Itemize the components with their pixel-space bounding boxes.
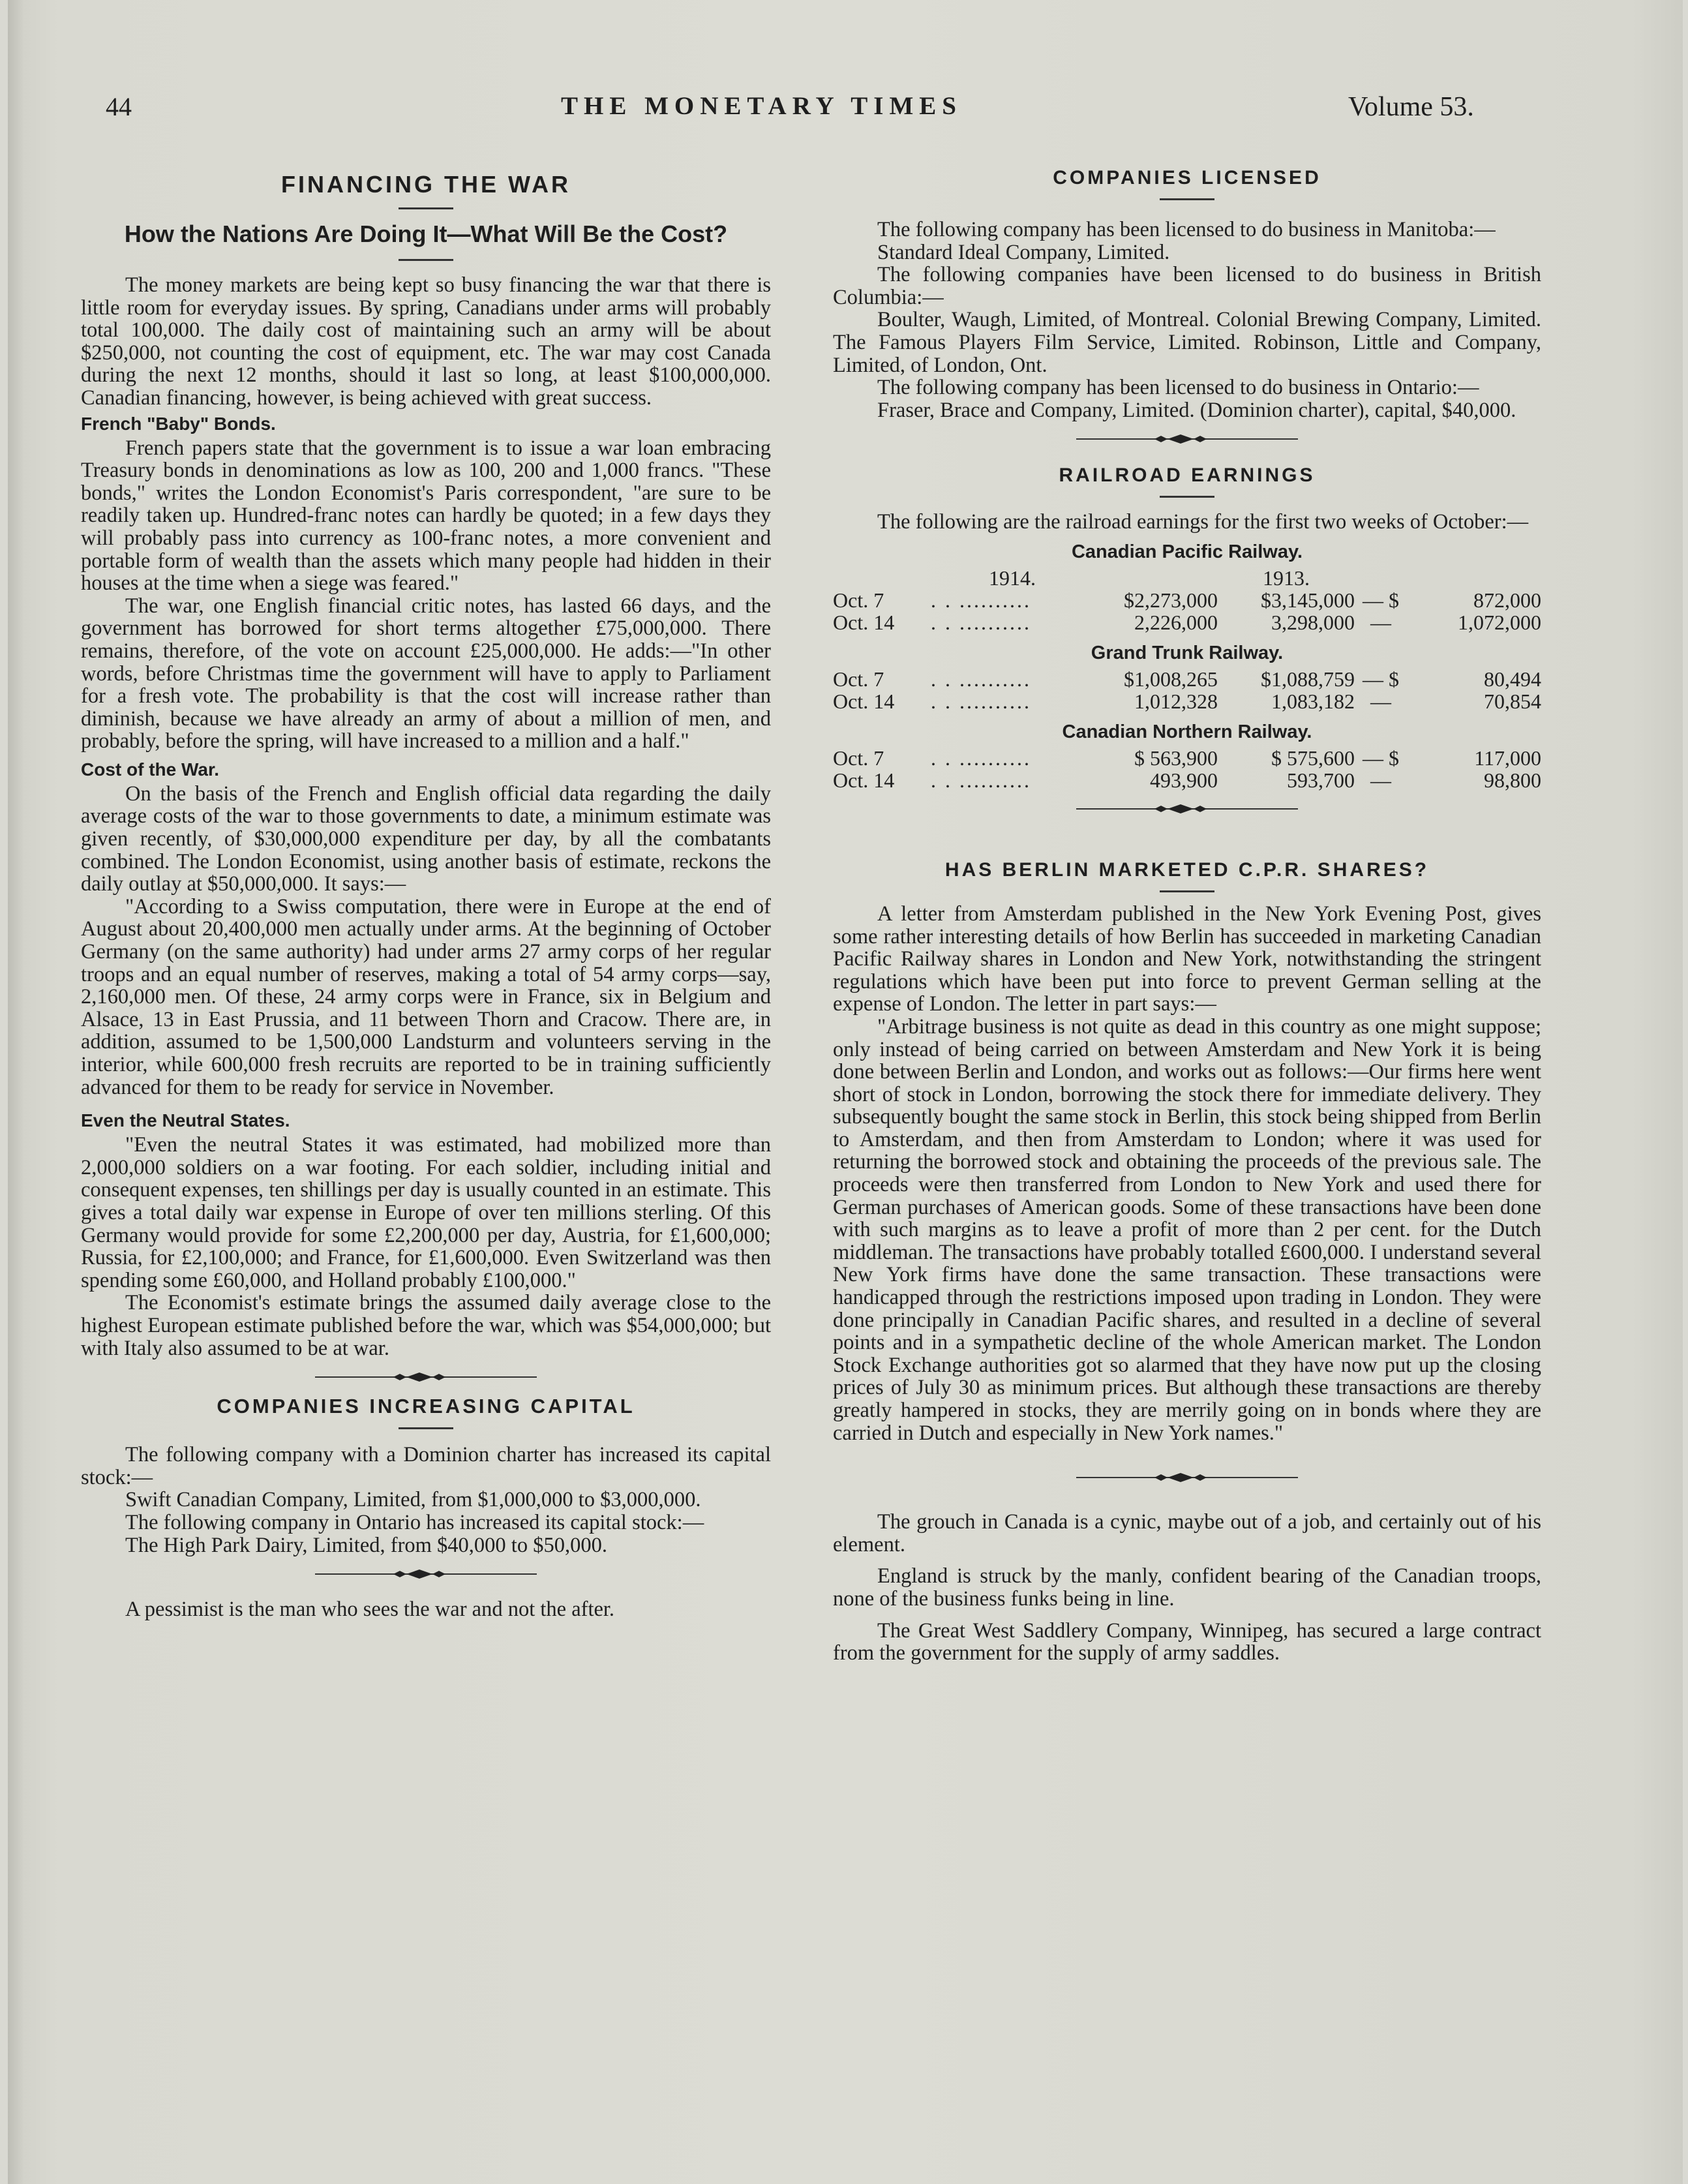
paragraph: "Arbitrage business is not quite as dead in this country as one might suppose; only instead of being carried on between Amsterdam and New York it is being done between Berlin and London, and works out as follows:—Our firms here went short of stock in London, borrowing the stock there for immediate delivery. They subsequently bought the same stock in Berlin, this stock being shipped from Berlin to Amsterdam, and then from Amsterdam to London; where it was used for returning the borrowed stock and obtaining the proceeds of the previous sale. The proceeds were then transferred from London to New York and used there for German purchases of American goods. Some of these transactions have been done with such margins as to leave a profit of more than 2 per cent. for the Dutch middleman. The transactions have probably totalled £600,000. I understand several New York firms have done the same transaction. These transactions were handicapped through the restrictions imposed upon trading in London. They were done principally in Canadian Pacific shares, and resulted in a decline of several points and in a sympathetic decline of the whole American market. The London Stock Exchange authorities got so alarmed that they have now put up the closing prices of July 30 as minimum prices. But although these transactions are thereby greatly hampered in stocks, they are merrily going on in bonds where they are carried in Dutch and especially in New York names." [833, 1014, 1541, 1445]
change-value: 80,494 [1484, 667, 1541, 691]
paragraph: The following company in Ontario has increased its capital stock:— [125, 1510, 704, 1534]
change-sign: — $ [1363, 588, 1399, 612]
year-1913: 1913. [1263, 566, 1310, 590]
paragraph: Standard Ideal Company, Limited. [877, 240, 1170, 264]
divider [1160, 198, 1214, 200]
year-1914: 1914. [989, 566, 1036, 590]
companies-licensed-heading: COMPANIES LICENSED [1053, 167, 1321, 189]
value-1914: 2,226,000 [1134, 610, 1218, 634]
change-value: 117,000 [1474, 746, 1541, 770]
volume-label: Volume 53. [1348, 92, 1474, 122]
paragraph: The High Park Dairy, Limited, from $40,000 to $50,000. [125, 1533, 607, 1557]
row-date: Oct. 14 [833, 689, 895, 713]
change-sign: — [1370, 768, 1391, 792]
ornamental-divider [315, 1567, 537, 1581]
paragraph: The following companies have been licensed to do business in British Columbia:— [833, 263, 1541, 309]
divider [399, 1427, 453, 1429]
row-date: Oct. 7 [833, 588, 884, 612]
paragraph: "Even the neutral States it was estimated, had mobilized more than 2,000,000 soldiers on a war footing. For each soldier, including initial and consequent expenses, ten shillings per day is usually counted in an estimate. This gives a total daily war expense in Europe of over ten millions sterling. Of this Germany would provide for some £2,200,000 per day, Austria, for £1,600,000; Russia, for £2,100,000; and France, for £1,600,000. Even Switzerland was then spending some £60,000, and Holland probably £100,000." [81, 1133, 771, 1292]
row-date: Oct. 14 [833, 610, 895, 634]
publication-title: THE MONETARY TIMES [561, 92, 962, 120]
right-column [833, 163, 1541, 1665]
value-1913: $1,088,759 [1261, 667, 1355, 691]
value-1913: $ 575,600 [1271, 746, 1355, 770]
financing-war-title: FINANCING THE WAR [281, 171, 571, 198]
change-value: 872,000 [1473, 588, 1541, 612]
paragraph: On the basis of the French and English official data regarding the daily average costs of the war to those governments to date, a minimum estimate was given recently, of $30,000,000 expenditure per day, by all the combatants combined. The London Economist, using another basis of estimate, reckons the daily outlay at $50,000,000. It says:— [81, 781, 771, 896]
section-heading-cost: Cost of the War. [81, 759, 220, 780]
newspaper-page [8, 0, 1683, 2184]
page-spine [8, 0, 25, 2184]
paragraph: The grouch in Canada is a cynic, maybe out of a job, and certainly out of his element. [833, 1510, 1541, 1556]
left-column [81, 163, 771, 1621]
section-heading-baby-bonds: French "Baby" Bonds. [81, 413, 276, 434]
table-row: Oct. 7 . . .......... $ 563,900 $ 575,600 — $ 117,000 [833, 746, 1541, 770]
value-1914: $2,273,000 [1124, 588, 1218, 612]
railway-name: Canadian Pacific Railway. [1071, 541, 1303, 562]
value-1914: 1,012,328 [1134, 689, 1218, 713]
change-sign: — $ [1363, 746, 1399, 770]
divider [1160, 890, 1214, 892]
paragraph: "According to a Swiss computation, there were in Europe at the end of August about 20,400,000 men actually under arms. At the beginning of October Germany (on the same authority) had under arms 27 army corps of her regular troops and an equal number of reserves, making a total of 54 army corps—say, 2,160,000 men. Of these, 24 army corps were in France, six in Belgium and Alsace, 13 in East Prussia, and 11 between Thorn and Cracow. There are, in addition, assumed to be 1,500,000 Landsturm and volunteers serving in the interior, while 600,000 fresh recruits are reported to be in training sufficiently advanced for them to be ready for service in November. [81, 894, 771, 1099]
change-sign: — $ [1363, 667, 1399, 691]
divider [1160, 496, 1214, 498]
paragraph: A pessimist is the man who sees the war and not the after. [125, 1598, 615, 1622]
paragraph: England is struck by the manly, confident bearing of the Canadian troops, none of the business funks being in line. [833, 1564, 1541, 1611]
paragraph: French papers state that the government is to issue a war loan embracing Treasury bonds in denominations as low as 100, 200 and 1,000 francs. "These bonds," writes the London Economist's Paris correspondent, "are sure to be readily taken up. Hundred-franc notes can hardly be quoted; in a few days they will probably pass into currency as 100-franc notes, a more convenient and portable form of wealth than the assets which many people had hidden in their houses at the time when a siege was feared." [81, 436, 771, 596]
divider [399, 259, 453, 261]
paragraph: The following company with a Dominion charter has increased its capital stock:— [81, 1443, 771, 1489]
paragraph: The following company has been licensed to do business in Manitoba:— [877, 218, 1496, 241]
earnings-table [833, 747, 1541, 791]
berlin-heading: HAS BERLIN MARKETED C.P.R. SHARES? [944, 858, 1430, 881]
value-1913: $3,145,000 [1261, 588, 1355, 612]
ornamental-divider [1076, 802, 1298, 816]
change-value: 1,072,000 [1458, 610, 1541, 634]
table-row: Oct. 14 . . .......... 493,900 593,700 — 98,800 [833, 768, 1541, 792]
value-1913: 1,083,182 [1271, 689, 1355, 713]
paragraph: Boulter, Waugh, Limited, of Montreal. Colonial Brewing Company, Limited. The Famous Players Film Service, Limited. Robinson, Little and Company, Limited, of London, Ont. [833, 308, 1541, 377]
value-1914: 493,900 [1150, 768, 1218, 792]
ornamental-divider [1076, 432, 1298, 446]
table-row: Oct. 7 . . .......... $1,008,265 $1,088,759 — $ 80,494 [833, 667, 1541, 691]
row-date: Oct. 7 [833, 746, 884, 770]
table-row: Oct. 7 . . .......... $2,273,000 $3,145,000 — $ 872,000 [833, 588, 1541, 612]
financing-war-subtitle: How the Nations Are Doing It—What Will Be the Cost? [124, 220, 728, 247]
earnings-table [833, 567, 1541, 633]
table-row: Oct. 14 . . .......... 1,012,328 1,083,182 — 70,854 [833, 689, 1541, 713]
row-date: Oct. 14 [833, 768, 895, 792]
ornamental-divider [315, 1370, 537, 1384]
change-sign: — [1370, 610, 1391, 634]
page-number: 44 [106, 92, 132, 121]
ornamental-divider [1076, 1470, 1298, 1485]
paragraph: The following company has been licensed to do business in Ontario:— [877, 376, 1479, 400]
table-header-row [833, 567, 1541, 589]
paragraph: A letter from Amsterdam published in the New York Evening Post, gives some rather interesting details of how Berlin has succeeded in marketing Canadian Pacific Railway shares in London and New York, notwithstanding the stringent regulations which have been put into force to prevent German selling at the expense of London. The letter in part says:— [833, 902, 1541, 1016]
earnings-table [833, 668, 1541, 712]
railroad-earnings-heading: RAILROAD EARNINGS [1059, 464, 1316, 487]
change-sign: — [1370, 689, 1391, 713]
value-1913: 593,700 [1287, 768, 1355, 792]
railroad-earnings-tables [833, 541, 1541, 791]
change-value: 98,800 [1484, 768, 1541, 792]
row-date: Oct. 7 [833, 667, 884, 691]
paragraph: Swift Canadian Company, Limited, from $1,000,000 to $3,000,000. [125, 1488, 701, 1512]
value-1913: 3,298,000 [1271, 610, 1355, 634]
table-row: Oct. 14 . . .......... 2,226,000 3,298,000 — 1,072,000 [833, 610, 1541, 634]
companies-increasing-heading: COMPANIES INCREASING CAPITAL [217, 1395, 635, 1418]
value-1914: $1,008,265 [1124, 667, 1218, 691]
paragraph: The following are the railroad earnings for the first two weeks of October:— [877, 510, 1529, 534]
value-1914: $ 563,900 [1134, 746, 1218, 770]
railway-name: Grand Trunk Railway. [1091, 642, 1284, 663]
paragraph: Fraser, Brace and Company, Limited. (Dominion charter), capital, $40,000. [877, 398, 1516, 422]
change-value: 70,854 [1484, 689, 1541, 713]
section-heading-neutral: Even the Neutral States. [81, 1110, 290, 1131]
paragraph: The Great West Saddlery Company, Winnipeg, has secured a large contract from the government for the supply of army saddles. [833, 1618, 1541, 1665]
paragraph: The war, one English financial critic notes, has lasted 66 days, and the government has borrowed for short terms altogether £75,000,000. There remains, therefore, of the vote on account £25,000,000. He adds:—"In other words, before Christmas time the government will have to apply to Parliament for a fresh vote. The probability is that the cost will increase rather than diminish, because we have already an army of about a million of men, and probably, before the spring, will have increased to a million and a half." [81, 594, 771, 753]
railway-name: Canadian Northern Railway. [1062, 721, 1312, 742]
divider [399, 207, 453, 209]
paragraph: The money markets are being kept so busy financing the war that there is little room for everyday issues. By spring, Canadians under arms will probably total 100,000. The daily cost of maintaining such an army will be about $250,000, not counting the cost of equipment, etc. The war may cost Canada during the next 12 months, should it last so long, at least $100,000,000. Canadian financing, however, is being achieved with great success. [81, 273, 771, 410]
paragraph: The Economist's estimate brings the assumed daily average close to the highest European estimate published before the war, which was $54,000,000; but with Italy also assumed to be at war. [81, 1291, 771, 1360]
